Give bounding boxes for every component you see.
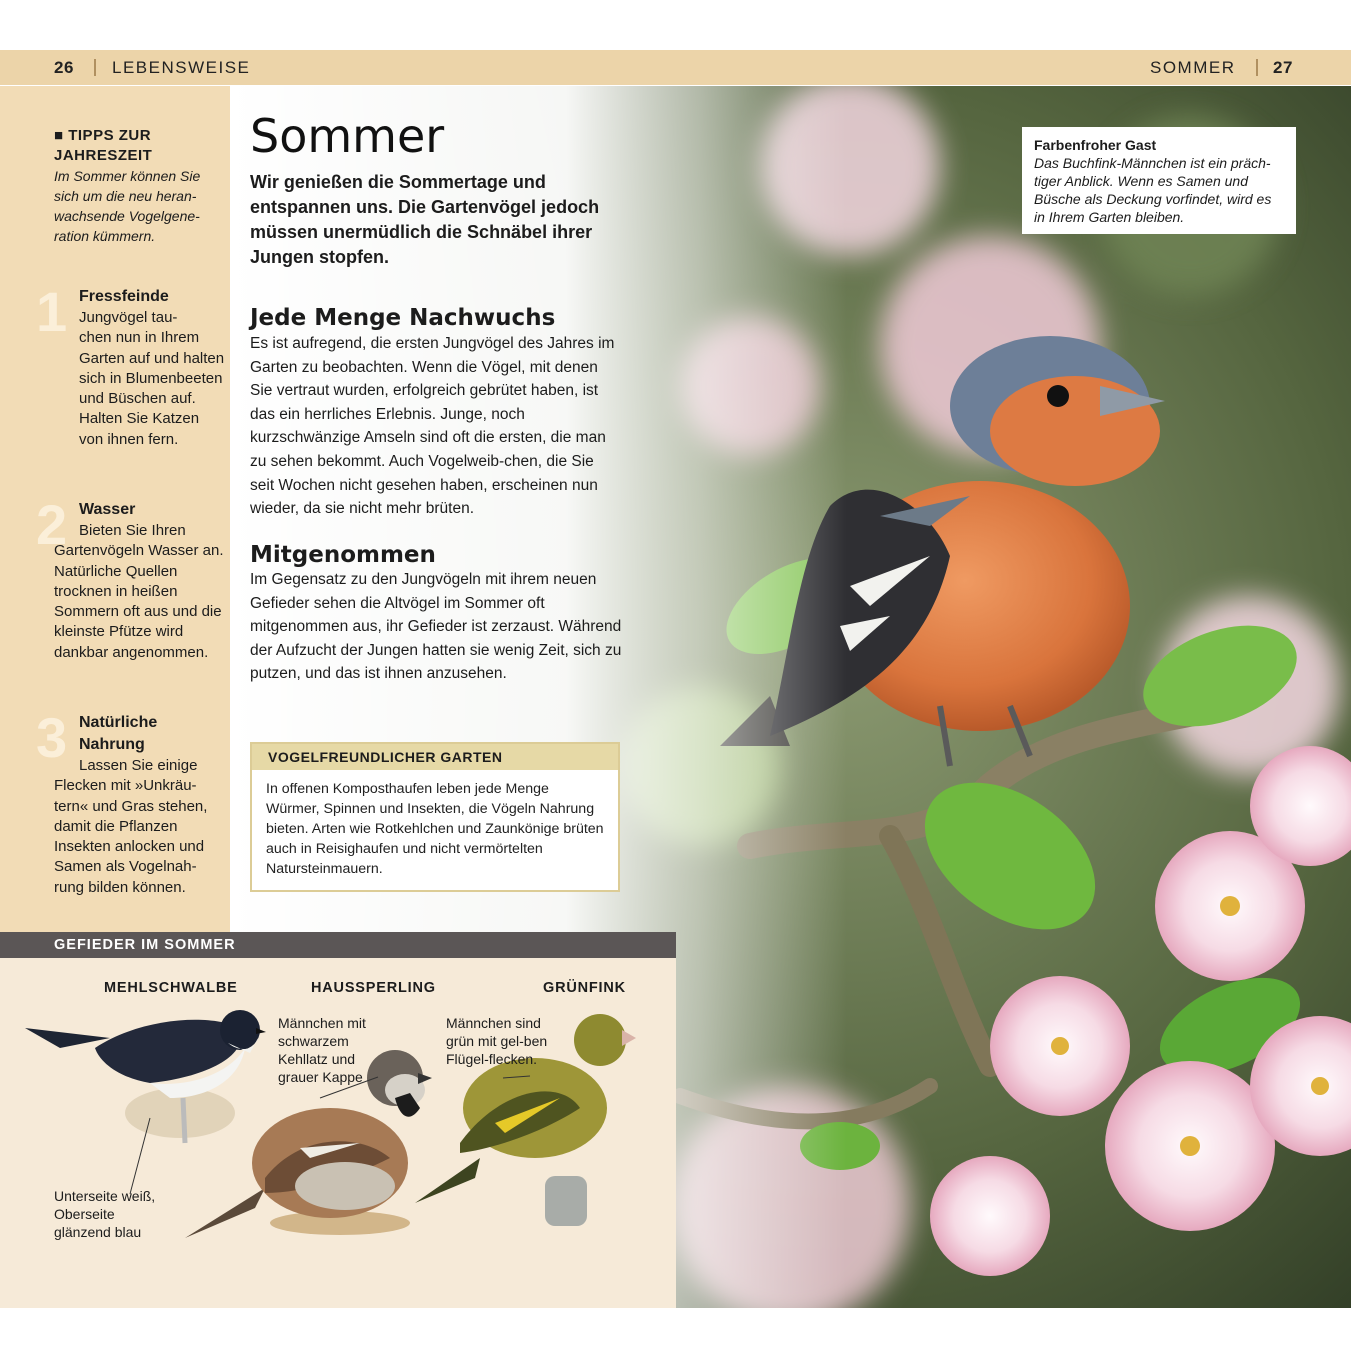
tip-number: 1 <box>36 280 68 343</box>
bird-note-house-sparrow: Männchen mit schwarzem Kehllatz und grauer Kappe <box>278 1015 366 1085</box>
plumage-illustrations <box>0 958 676 1308</box>
lead-paragraph: Wir genießen die Sommertage und entspannen uns. Die Gartenvögel jedoch müssen unermüdlich die Schnäbel ihrer Jungen stopfen. <box>250 172 600 267</box>
tip-text-rest: Flecken mit »Unkräu-tern« und Gras stehen, damit die Pflanzen Insekten anlocken und Samen als Vogelnah-rung bilden können. <box>54 777 208 896</box>
tip-text-lead: Bieten Sie Ihren <box>79 522 186 539</box>
tips-heading: ■ TIPPS ZUR JAHRESZEIT <box>54 127 153 164</box>
tip-text-lead: Jungvögel tau- <box>79 309 178 326</box>
garden-tip-box <box>250 742 620 892</box>
bird-label-house-sparrow: HAUSSPERLING <box>311 980 436 996</box>
section-heading-mitgenommen: Mitgenommen <box>250 542 436 568</box>
header-divider-left <box>94 59 96 76</box>
header-divider-right <box>1256 59 1258 76</box>
tip-number: 2 <box>36 493 68 556</box>
caption-title: Farbenfroher Gast <box>1034 137 1157 153</box>
page-title: Sommer <box>250 109 445 163</box>
tip-text-rest: chen nun in Ihrem Garten auf und halten sich in Blumenbeeten und Büschen auf. Halten Sie Katzen von ihnen fern. <box>79 329 225 448</box>
page-header <box>0 50 1351 85</box>
garden-tip-text: In offenen Komposthaufen leben jede Menge Würmer, Spinnen und Insekten, die Vögeln Nahrung bieten. Arten wie Rotkehlchen und Zaunkönige brüten auch in Reisighaufen und nicht vermörtelten Natursteinmauern. <box>266 781 604 877</box>
house-martin-illustration <box>25 1010 266 1194</box>
tip-text-lead: Lassen Sie einige <box>79 757 198 774</box>
garden-tip-title: VOGELFREUNDLICHER GARTEN <box>252 744 618 770</box>
tip-text-rest: Gartenvögeln Wasser an. Natürliche Quellen trocknen in heißen Sommern oft aus und die kleinste Pfütze wird dankbar angenommen. <box>54 542 224 661</box>
plumage-panel <box>0 958 676 1308</box>
bird-note-greenfinch: Männchen sind grün mit gel-ben Flügel-flecken. <box>446 1015 548 1067</box>
right-section-title: SOMMER <box>1150 58 1236 77</box>
right-page-number: 27 <box>1273 58 1293 77</box>
photo-caption <box>1022 127 1296 234</box>
section-text-nachwuchs: Es ist aufregend, die ersten Jungvögel des Jahres im Garten zu beobachten. Wenn die Vögel, mit denen Sie vertraut wurden, erfolgreich gebrütet haben, ist das ein herrliches Erlebnis. Junge, noch kurzschwänzige Amseln sind oft die ersten, die man zu sehen bekommt. Auch Vogelweib-chen, die Sie seit Wochen nicht gesehen haben, erscheinen nun wieder, da sie nicht mehr brüten. <box>250 335 615 518</box>
caption-text: Das Buchfink-Männchen ist ein präch-tiger Anblick. Wenn es Samen und Büsche als Deckung vorfindet, wird es in Ihrem Garten bleiben. <box>1034 155 1272 225</box>
tips-column <box>0 86 230 932</box>
tip-item <box>36 706 226 898</box>
tip-title: Wasser <box>79 501 136 518</box>
left-page-number: 26 <box>54 58 74 77</box>
left-section-title: LEBENSWEISE <box>112 58 251 77</box>
plumage-heading-bar: GEFIEDER IM SOMMER <box>0 932 676 958</box>
tip-title: Natürliche Nahrung <box>79 714 158 753</box>
section-heading-nachwuchs: Jede Menge Nachwuchs <box>250 305 556 331</box>
bird-label-greenfinch: GRÜNFINK <box>543 980 626 996</box>
tip-number: 3 <box>36 706 68 769</box>
tip-title: Fressfeinde <box>79 288 169 305</box>
tip-item <box>36 493 226 663</box>
bird-note-house-martin: Unterseite weiß, Oberseite glänzend blau <box>54 1188 156 1240</box>
bird-label-house-martin: MEHLSCHWALBE <box>104 980 238 996</box>
tips-intro: Im Sommer können Sie sich um die neu heran-wachsende Vogelgene-ration kümmern. <box>54 168 201 244</box>
tip-text <box>54 328 226 450</box>
section-text-mitgenommen: Im Gegensatz zu den Jungvögeln mit ihrem neuen Gefieder sehen die Altvögel im Sommer oft mitgenommen aus, ihr Gefieder ist zerzaust. Während der Aufzucht der Jungen hatten sie wenig Zeit, sich zu putzen, und das ist ihnen anzusehen. <box>250 571 622 683</box>
tip-item <box>36 280 226 450</box>
